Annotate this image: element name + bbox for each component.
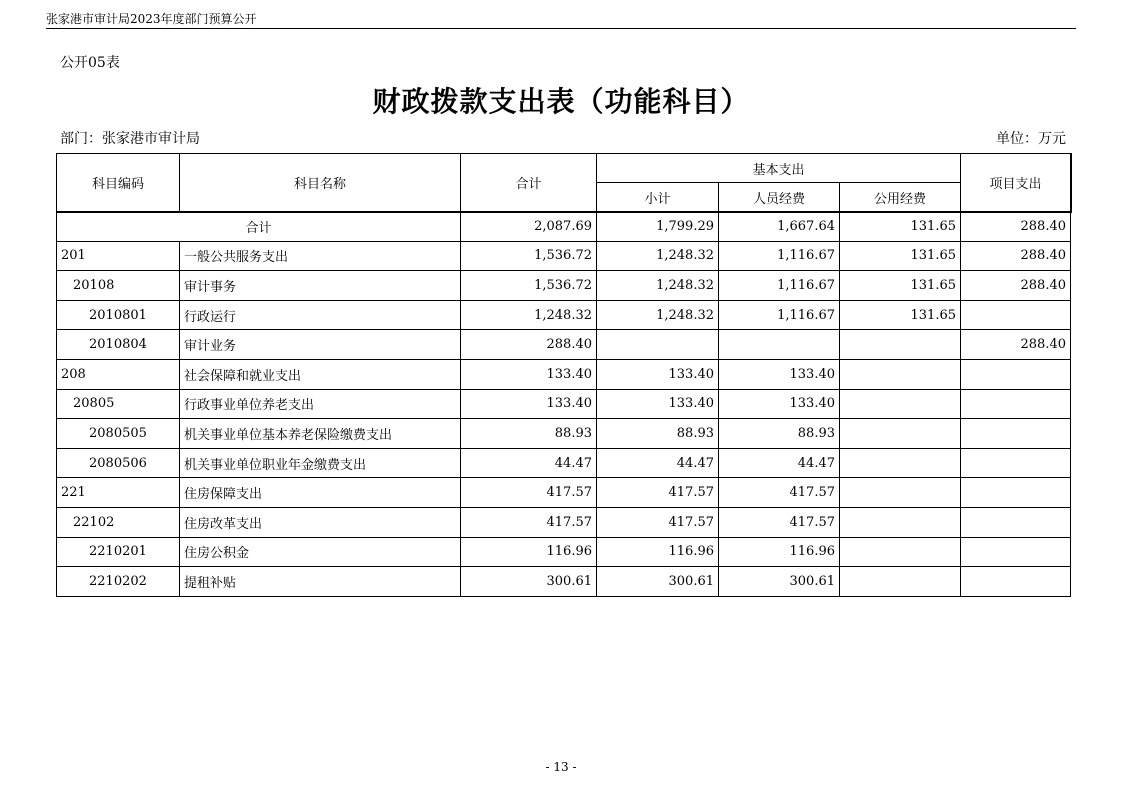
cell-name: 行政运行	[180, 300, 461, 330]
cell-name: 住房保障支出	[180, 478, 461, 508]
cell-public: 131.65	[840, 300, 961, 330]
cell-project	[961, 507, 1071, 537]
cell-personnel: 1,116.67	[719, 271, 840, 301]
cell-name: 行政事业单位养老支出	[180, 389, 461, 419]
cell-public	[840, 359, 961, 389]
cell-total: 88.93	[461, 419, 597, 449]
header-total: 合计	[461, 154, 597, 212]
cell-name: 住房改革支出	[180, 507, 461, 537]
header-personnel: 人员经费	[719, 183, 840, 212]
header-rule	[46, 28, 1076, 29]
cell-public	[840, 330, 961, 360]
cell-code: 2010801	[57, 300, 180, 330]
cell-subtotal: 133.40	[597, 359, 719, 389]
cell-code: 20108	[57, 271, 180, 301]
unit-label: 单位：万元	[996, 131, 1066, 147]
cell-public	[840, 537, 961, 567]
table-row	[57, 507, 1071, 537]
cell-personnel: 1,116.67	[719, 300, 840, 330]
cell-total: 300.61	[461, 567, 597, 597]
cell-name: 审计事务	[180, 271, 461, 301]
cell-subtotal	[597, 330, 719, 360]
cell-personnel: 1,667.64	[719, 212, 840, 242]
cell-name: 机关事业单位基本养老保险缴费支出	[180, 419, 461, 449]
form-number: 公开05表	[60, 55, 120, 71]
cell-public	[840, 507, 961, 537]
cell-subtotal: 116.96	[597, 537, 719, 567]
cell-personnel	[719, 330, 840, 360]
cell-project	[961, 567, 1071, 597]
table-row	[57, 330, 1071, 360]
header-public: 公用经费	[840, 183, 961, 212]
cell-code: 201	[57, 241, 180, 271]
budget-table	[56, 153, 1071, 597]
cell-personnel: 133.40	[719, 389, 840, 419]
cell-public	[840, 389, 961, 419]
table-row	[57, 389, 1071, 419]
cell-personnel: 417.57	[719, 507, 840, 537]
cell-project: 288.40	[961, 212, 1071, 242]
cell-subtotal: 133.40	[597, 389, 719, 419]
cell-total: 2,087.69	[461, 212, 597, 242]
total-row-label: 合计	[57, 212, 461, 242]
cell-project: 288.40	[961, 330, 1071, 360]
cell-name: 审计业务	[180, 330, 461, 360]
cell-subtotal: 1,248.32	[597, 241, 719, 271]
cell-personnel: 417.57	[719, 478, 840, 508]
department-label: 部门：张家港市审计局	[60, 131, 200, 147]
cell-subtotal: 44.47	[597, 448, 719, 478]
cell-name: 机关事业单位职业年金缴费支出	[180, 448, 461, 478]
cell-total: 1,536.72	[461, 271, 597, 301]
table-row	[57, 300, 1071, 330]
cell-total: 417.57	[461, 478, 597, 508]
cell-total: 116.96	[461, 537, 597, 567]
cell-public	[840, 478, 961, 508]
cell-personnel: 133.40	[719, 359, 840, 389]
cell-code: 2210202	[57, 567, 180, 597]
cell-code: 2210201	[57, 537, 180, 567]
running-header: 张家港市审计局2023年度部门预算公开	[46, 12, 257, 26]
cell-public: 131.65	[840, 271, 961, 301]
cell-code: 20805	[57, 389, 180, 419]
cell-public: 131.65	[840, 212, 961, 242]
cell-project	[961, 359, 1071, 389]
cell-project: 288.40	[961, 241, 1071, 271]
cell-project	[961, 448, 1071, 478]
cell-name: 社会保障和就业支出	[180, 359, 461, 389]
header-subtotal: 小计	[597, 183, 719, 212]
cell-project	[961, 389, 1071, 419]
cell-subtotal: 1,248.32	[597, 300, 719, 330]
cell-project: 288.40	[961, 271, 1071, 301]
cell-code: 221	[57, 478, 180, 508]
cell-personnel: 300.61	[719, 567, 840, 597]
cell-subtotal: 417.57	[597, 507, 719, 537]
cell-public	[840, 419, 961, 449]
cell-total: 1,248.32	[461, 300, 597, 330]
total-row	[57, 212, 1071, 242]
table-row	[57, 271, 1071, 301]
cell-subtotal: 1,799.29	[597, 212, 719, 242]
cell-subtotal: 300.61	[597, 567, 719, 597]
table-row	[57, 448, 1071, 478]
cell-subtotal: 88.93	[597, 419, 719, 449]
table-row	[57, 478, 1071, 508]
cell-subtotal: 417.57	[597, 478, 719, 508]
cell-project	[961, 478, 1071, 508]
table-row	[57, 537, 1071, 567]
cell-personnel: 116.96	[719, 537, 840, 567]
cell-subtotal: 1,248.32	[597, 271, 719, 301]
table-row	[57, 419, 1071, 449]
table-row	[57, 241, 1071, 271]
cell-total: 1,536.72	[461, 241, 597, 271]
cell-personnel: 44.47	[719, 448, 840, 478]
cell-total: 133.40	[461, 359, 597, 389]
cell-personnel: 1,116.67	[719, 241, 840, 271]
table-row	[57, 359, 1071, 389]
cell-total: 44.47	[461, 448, 597, 478]
cell-project	[961, 537, 1071, 567]
cell-personnel: 88.93	[719, 419, 840, 449]
cell-code: 208	[57, 359, 180, 389]
table-row	[57, 567, 1071, 597]
cell-name: 住房公积金	[180, 537, 461, 567]
cell-name: 一般公共服务支出	[180, 241, 461, 271]
page-number: - 13 -	[545, 760, 577, 774]
cell-code: 22102	[57, 507, 180, 537]
header-name: 科目名称	[180, 154, 461, 212]
cell-total: 417.57	[461, 507, 597, 537]
header-basic: 基本支出	[597, 154, 961, 183]
document-title: 财政拨款支出表（功能科目）	[372, 85, 750, 118]
cell-code: 2080506	[57, 448, 180, 478]
cell-public: 131.65	[840, 241, 961, 271]
cell-name: 提租补贴	[180, 567, 461, 597]
cell-project	[961, 419, 1071, 449]
cell-code: 2080505	[57, 419, 180, 449]
header-code: 科目编码	[57, 154, 180, 212]
cell-public	[840, 448, 961, 478]
cell-code: 2010804	[57, 330, 180, 360]
cell-total: 133.40	[461, 389, 597, 419]
cell-total: 288.40	[461, 330, 597, 360]
cell-public	[840, 567, 961, 597]
header-project: 项目支出	[961, 154, 1071, 212]
cell-project	[961, 300, 1071, 330]
